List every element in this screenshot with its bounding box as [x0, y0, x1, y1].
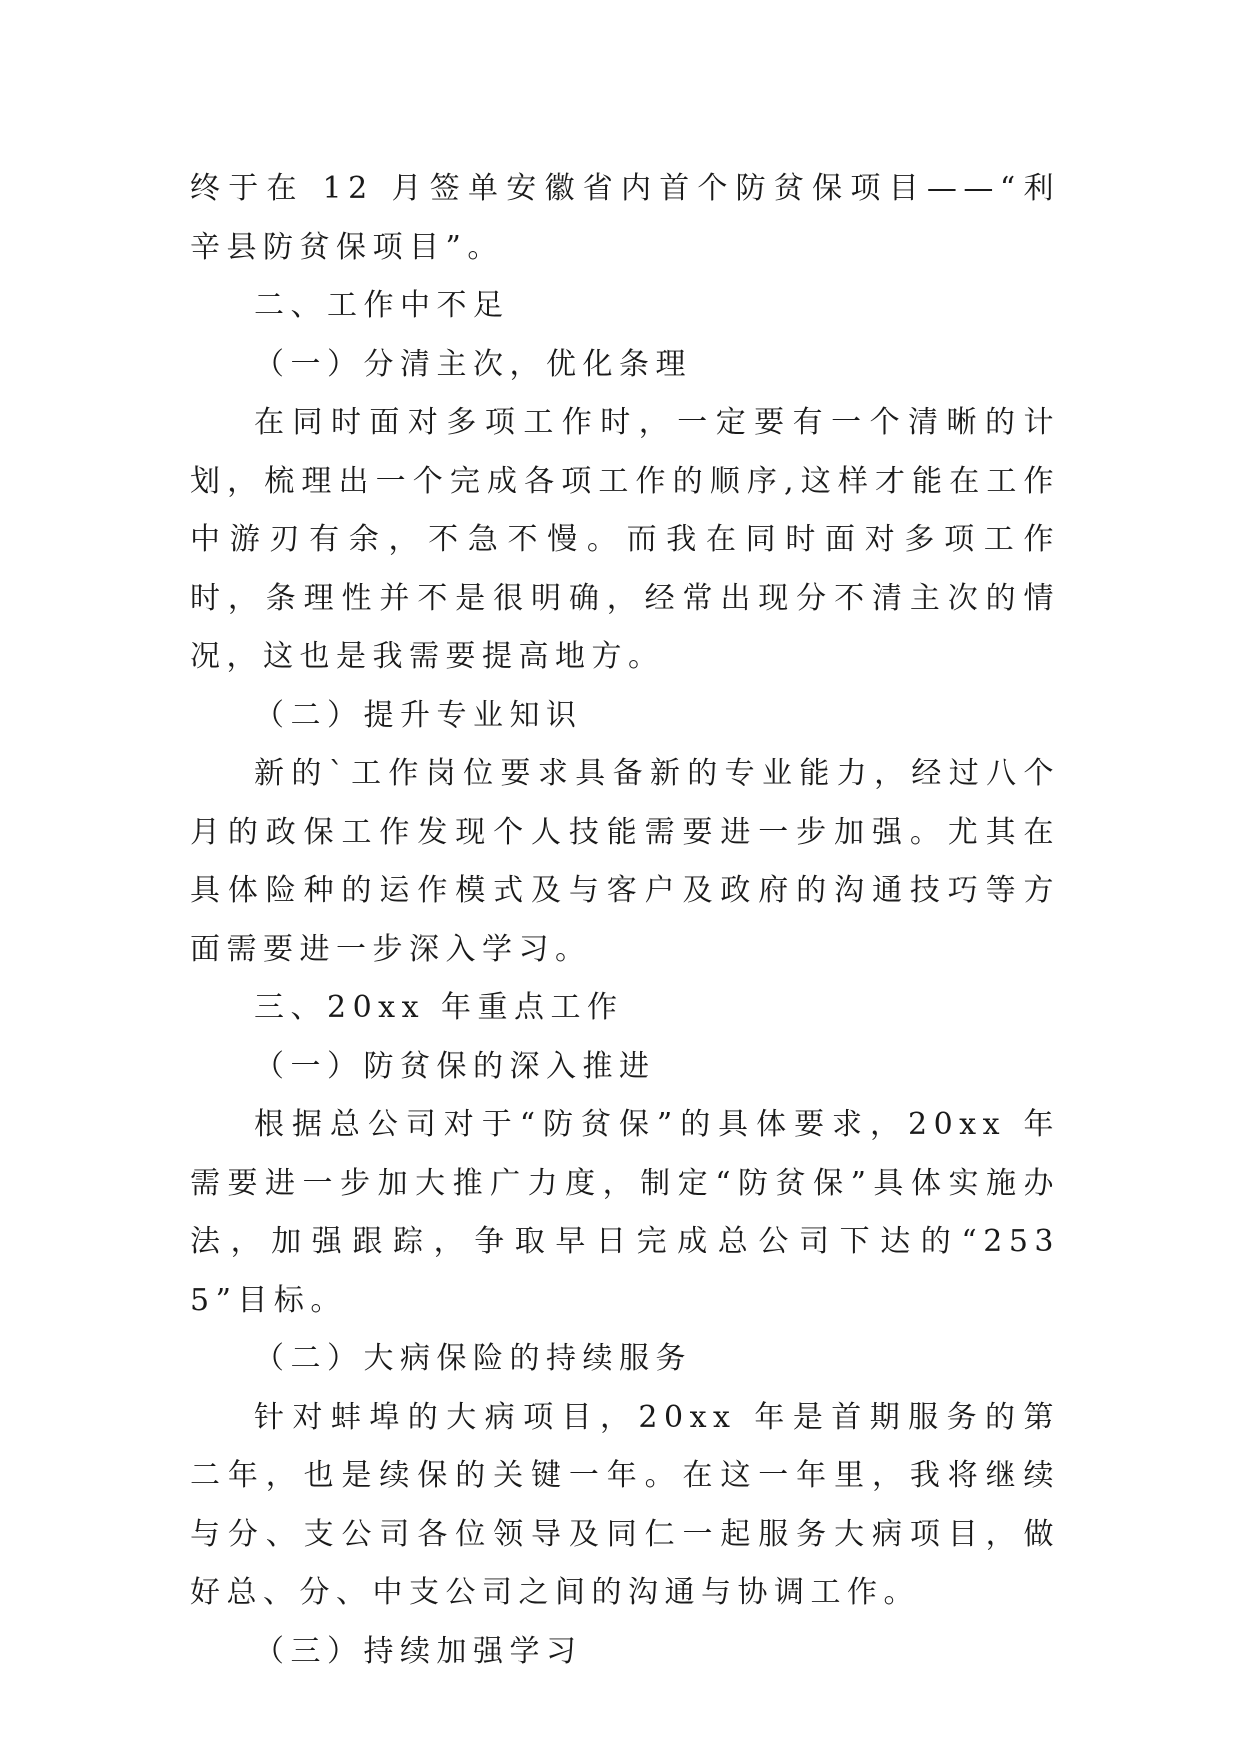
subheading-professional-knowledge: （二）提升专业知识 — [254, 697, 583, 733]
paragraph-poverty-insurance: 根据总公司对于“防贫保”的具体要求，20xx 年需要进一步加大推广力度，制定“防贫保”具体实施办法，加强跟踪，争取早日完成总公司下达的“2535”目标。 — [190, 1107, 1060, 1318]
paragraph-prioritize: 在同时面对多项工作时，一定要有一个清晰的计划，梳理出一个完成各项工作的顺序,这样才能在工作中游刃有余，不急不慢。而我在同时面对多项工作时，条理性并不是很明确，经常出现分不清主次的情况，这也是我需要提高地方。 — [190, 405, 1060, 674]
section-heading-shortcomings: 二、工作中不足 — [254, 288, 510, 323]
subheading-poverty-insurance: （一）防贫保的深入推进 — [254, 1048, 656, 1084]
subheading-prioritize: （一）分清主次，优化条理 — [254, 346, 692, 382]
document-body — [190, 160, 1060, 1681]
paragraph-professional-knowledge: 新的`工作岗位要求具备新的专业能力，经过八个月的政保工作发现个人技能需要进一步加强。尤其在具体险种的运作模式及与客户及政府的沟通技巧等方面需要进一步深入学习。 — [190, 756, 1060, 967]
subheading-critical-illness: （二）大病保险的持续服务 — [254, 1341, 692, 1376]
paragraph-critical-illness: 针对蚌埠的大病项目，20xx 年是首期服务的第二年，也是续保的关键一年。在这一年里，我将继续与分、支公司各位领导及同仁一起服务大病项目，做好总、分、中支公司之间的沟通与协调工作。 — [190, 1399, 1060, 1610]
paragraph-project-signing: 终于在 12 月签单安徽省内首个防贫保项目——“利辛县防贫保项目”。 — [190, 171, 1060, 265]
subheading-continuous-learning: （三）持续加强学习 — [254, 1633, 583, 1669]
section-heading-key-work: 三、20xx 年重点工作 — [254, 990, 624, 1025]
